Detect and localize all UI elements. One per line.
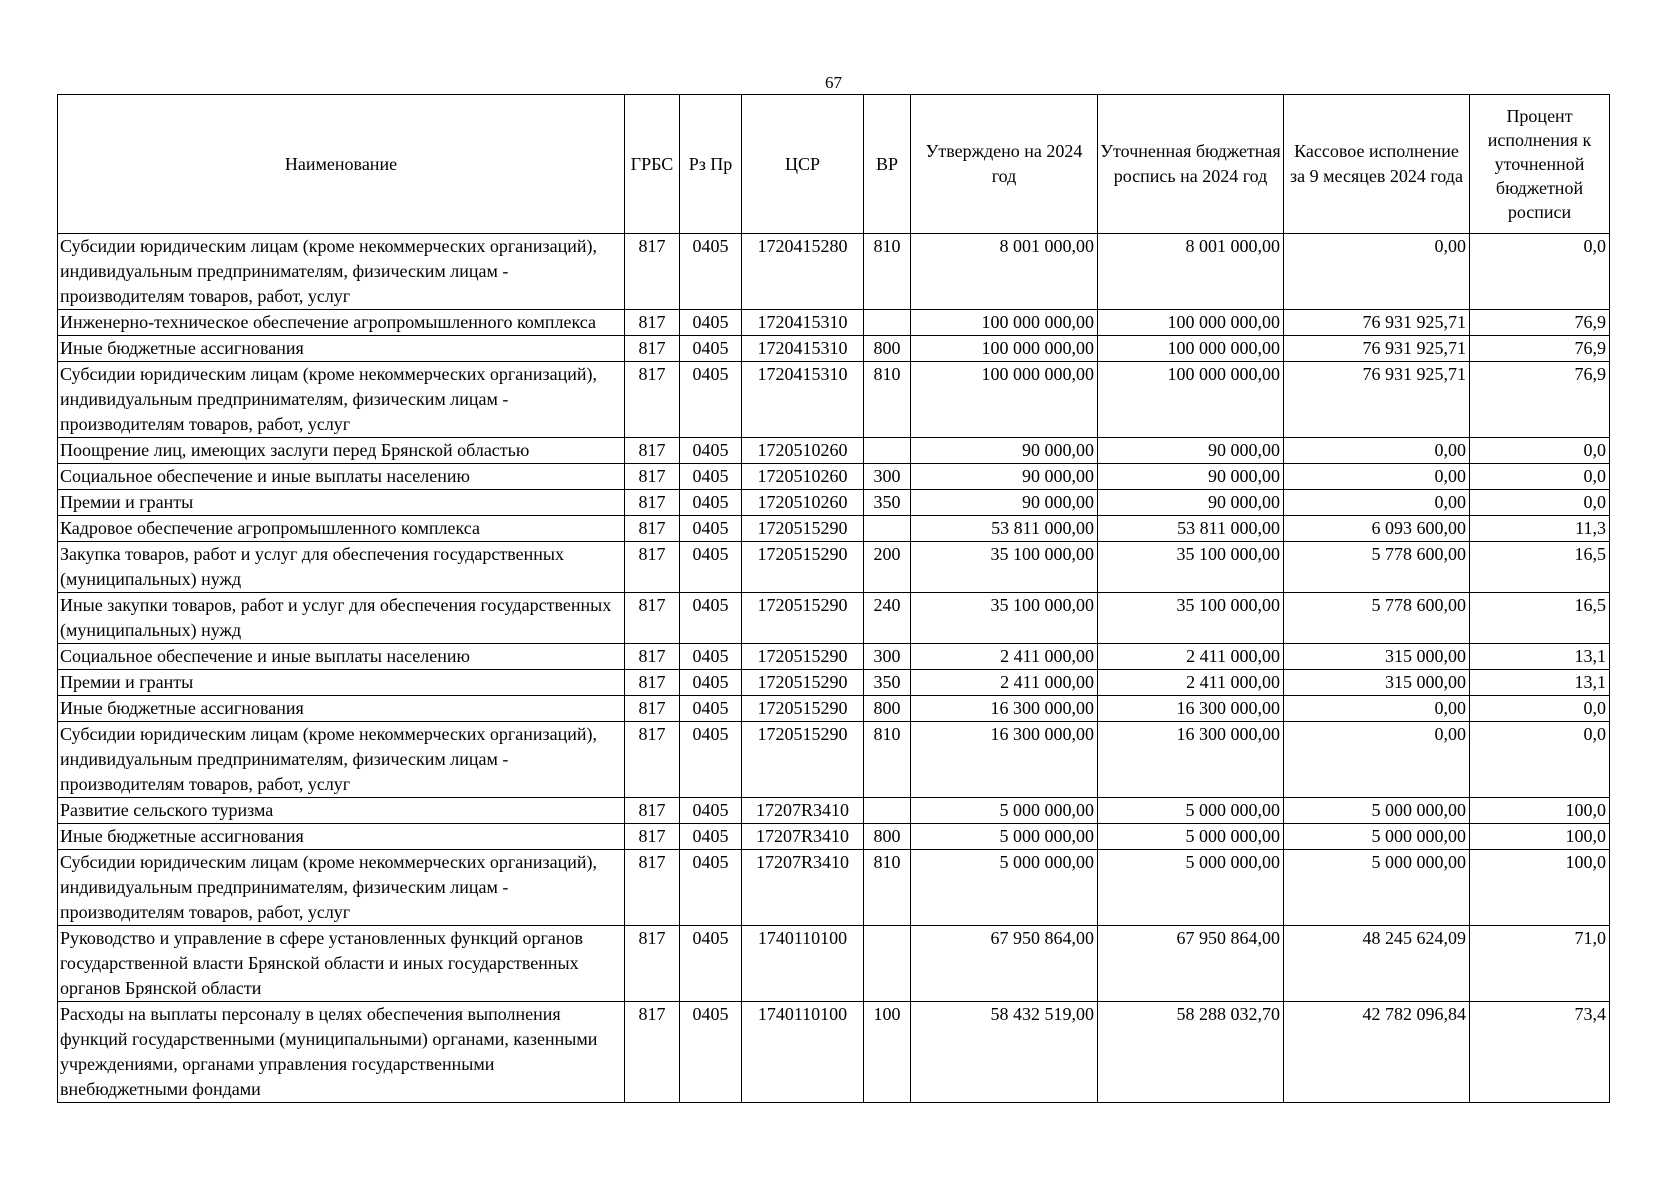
cell-vr: 800: [864, 696, 911, 722]
cell-rzpr: 0405: [680, 670, 742, 696]
table-row: [58, 670, 1610, 696]
cell-percent: 71,0: [1470, 926, 1610, 1002]
cell-cash: 48 245 624,09: [1284, 926, 1470, 1002]
cell-grbs: 817: [625, 438, 680, 464]
cell-vr: [864, 438, 911, 464]
cell-vr: 810: [864, 850, 911, 926]
cell-grbs: 817: [625, 490, 680, 516]
cell-vr: [864, 310, 911, 336]
cell-cash: 76 931 925,71: [1284, 362, 1470, 438]
cell-name: Иные бюджетные ассигнования: [58, 824, 625, 850]
cell-name: Инженерно-техническое обеспечение агропромышленного комплекса: [58, 310, 625, 336]
cell-refined: 67 950 864,00: [1098, 926, 1284, 1002]
table-row: [58, 1002, 1610, 1103]
header-csr: ЦСР: [742, 95, 864, 234]
cell-approved: 53 811 000,00: [911, 516, 1098, 542]
cell-cash: 5 778 600,00: [1284, 593, 1470, 644]
cell-approved: 16 300 000,00: [911, 722, 1098, 798]
table-row: [58, 336, 1610, 362]
cell-rzpr: 0405: [680, 1002, 742, 1103]
cell-csr: 1720515290: [742, 593, 864, 644]
cell-vr: 800: [864, 336, 911, 362]
cell-csr: 1720510260: [742, 438, 864, 464]
table-row: [58, 824, 1610, 850]
header-vr: ВР: [864, 95, 911, 234]
cell-approved: 16 300 000,00: [911, 696, 1098, 722]
cell-rzpr: 0405: [680, 798, 742, 824]
cell-refined: 2 411 000,00: [1098, 670, 1284, 696]
cell-percent: 11,3: [1470, 516, 1610, 542]
cell-name: Субсидии юридическим лицам (кроме некоммерческих организаций), индивидуальным предпринимателям, физическим лицам - производителям товаров, работ, услуг: [58, 850, 625, 926]
cell-rzpr: 0405: [680, 464, 742, 490]
cell-name: Иные закупки товаров, работ и услуг для обеспечения государственных (муниципальных) нужд: [58, 593, 625, 644]
cell-cash: 0,00: [1284, 696, 1470, 722]
table-row: [58, 644, 1610, 670]
cell-grbs: 817: [625, 824, 680, 850]
cell-refined: 100 000 000,00: [1098, 310, 1284, 336]
header-grbs: ГРБС: [625, 95, 680, 234]
cell-grbs: 817: [625, 234, 680, 310]
cell-vr: [864, 926, 911, 1002]
cell-grbs: 817: [625, 696, 680, 722]
cell-cash: 315 000,00: [1284, 644, 1470, 670]
header-approved: Утверждено на 2024 год: [911, 95, 1098, 234]
cell-refined: 16 300 000,00: [1098, 722, 1284, 798]
header-rzpr: Рз Пр: [680, 95, 742, 234]
cell-percent: 0,0: [1470, 438, 1610, 464]
cell-cash: 5 000 000,00: [1284, 824, 1470, 850]
cell-approved: 5 000 000,00: [911, 798, 1098, 824]
cell-rzpr: 0405: [680, 593, 742, 644]
cell-grbs: 817: [625, 722, 680, 798]
cell-grbs: 817: [625, 644, 680, 670]
header-percent: Процент исполнения к уточненной бюджетной росписи: [1470, 95, 1610, 234]
table-row: [58, 490, 1610, 516]
table-row: [58, 234, 1610, 310]
cell-csr: 1720510260: [742, 490, 864, 516]
cell-percent: 13,1: [1470, 670, 1610, 696]
cell-approved: 90 000,00: [911, 438, 1098, 464]
cell-csr: 1720510260: [742, 464, 864, 490]
cell-csr: 1720515290: [742, 670, 864, 696]
cell-grbs: 817: [625, 1002, 680, 1103]
cell-percent: 16,5: [1470, 542, 1610, 593]
table-body: [58, 234, 1610, 1103]
table-row: [58, 926, 1610, 1002]
cell-cash: 6 093 600,00: [1284, 516, 1470, 542]
cell-vr: 300: [864, 464, 911, 490]
cell-cash: 0,00: [1284, 234, 1470, 310]
cell-name: Развитие сельского туризма: [58, 798, 625, 824]
header-name: Наименование: [58, 95, 625, 234]
cell-name: Субсидии юридическим лицам (кроме некоммерческих организаций), индивидуальным предпринимателям, физическим лицам - производителям товаров, работ, услуг: [58, 234, 625, 310]
page-number: 67: [825, 73, 842, 92]
table-row: [58, 722, 1610, 798]
cell-grbs: 817: [625, 593, 680, 644]
cell-rzpr: 0405: [680, 490, 742, 516]
cell-name: Руководство и управление в сфере установленных функций органов государственной власти Брянской области и иных государственных органов Брянской области: [58, 926, 625, 1002]
cell-csr: 1720415280: [742, 234, 864, 310]
table-row: [58, 798, 1610, 824]
cell-vr: 240: [864, 593, 911, 644]
cell-cash: 5 000 000,00: [1284, 850, 1470, 926]
cell-name: Расходы на выплаты персоналу в целях обеспечения выполнения функций государственными (муниципальными) органами, казенными учреждениями, органами управления государственными внебюджетными фондами: [58, 1002, 625, 1103]
cell-approved: 100 000 000,00: [911, 310, 1098, 336]
cell-refined: 16 300 000,00: [1098, 696, 1284, 722]
cell-approved: 8 001 000,00: [911, 234, 1098, 310]
cell-name: Иные бюджетные ассигнования: [58, 696, 625, 722]
cell-cash: 315 000,00: [1284, 670, 1470, 696]
cell-refined: 58 288 032,70: [1098, 1002, 1284, 1103]
cell-vr: 810: [864, 234, 911, 310]
cell-refined: 90 000,00: [1098, 438, 1284, 464]
cell-percent: 100,0: [1470, 798, 1610, 824]
cell-csr: 1720515290: [742, 722, 864, 798]
cell-csr: 17207R3410: [742, 824, 864, 850]
cell-vr: 100: [864, 1002, 911, 1103]
cell-percent: 100,0: [1470, 824, 1610, 850]
cell-name: Премии и гранты: [58, 670, 625, 696]
cell-refined: 53 811 000,00: [1098, 516, 1284, 542]
cell-grbs: 817: [625, 336, 680, 362]
cell-cash: 76 931 925,71: [1284, 336, 1470, 362]
cell-refined: 5 000 000,00: [1098, 850, 1284, 926]
cell-percent: 73,4: [1470, 1002, 1610, 1103]
cell-vr: 350: [864, 670, 911, 696]
cell-csr: 1720515290: [742, 644, 864, 670]
cell-vr: 810: [864, 362, 911, 438]
cell-rzpr: 0405: [680, 516, 742, 542]
header-cash: Кассовое исполнение за 9 месяцев 2024 года: [1284, 95, 1470, 234]
table-row: [58, 310, 1610, 336]
cell-cash: 0,00: [1284, 722, 1470, 798]
cell-grbs: 817: [625, 798, 680, 824]
cell-percent: 76,9: [1470, 310, 1610, 336]
cell-refined: 2 411 000,00: [1098, 644, 1284, 670]
cell-rzpr: 0405: [680, 850, 742, 926]
cell-csr: 17207R3410: [742, 798, 864, 824]
cell-approved: 90 000,00: [911, 464, 1098, 490]
cell-percent: 0,0: [1470, 464, 1610, 490]
header-refined: Уточненная бюджетная роспись на 2024 год: [1098, 95, 1284, 234]
cell-rzpr: 0405: [680, 696, 742, 722]
table-row: [58, 438, 1610, 464]
cell-refined: 90 000,00: [1098, 464, 1284, 490]
cell-grbs: 817: [625, 926, 680, 1002]
cell-rzpr: 0405: [680, 722, 742, 798]
cell-cash: 5 778 600,00: [1284, 542, 1470, 593]
cell-vr: 350: [864, 490, 911, 516]
cell-name: Субсидии юридическим лицам (кроме некоммерческих организаций), индивидуальным предпринимателям, физическим лицам - производителям товаров, работ, услуг: [58, 362, 625, 438]
cell-rzpr: 0405: [680, 234, 742, 310]
cell-approved: 58 432 519,00: [911, 1002, 1098, 1103]
cell-approved: 67 950 864,00: [911, 926, 1098, 1002]
cell-grbs: 817: [625, 542, 680, 593]
cell-percent: 0,0: [1470, 696, 1610, 722]
cell-rzpr: 0405: [680, 362, 742, 438]
cell-name: Субсидии юридическим лицам (кроме некоммерческих организаций), индивидуальным предпринимателям, физическим лицам - производителям товаров, работ, услуг: [58, 722, 625, 798]
cell-percent: 16,5: [1470, 593, 1610, 644]
cell-approved: 100 000 000,00: [911, 362, 1098, 438]
cell-vr: 300: [864, 644, 911, 670]
cell-csr: 1720515290: [742, 696, 864, 722]
cell-approved: 35 100 000,00: [911, 593, 1098, 644]
cell-approved: 90 000,00: [911, 490, 1098, 516]
cell-name: Социальное обеспечение и иные выплаты населению: [58, 644, 625, 670]
cell-percent: 0,0: [1470, 234, 1610, 310]
cell-cash: 5 000 000,00: [1284, 798, 1470, 824]
cell-grbs: 817: [625, 850, 680, 926]
cell-grbs: 817: [625, 362, 680, 438]
cell-csr: 1740110100: [742, 926, 864, 1002]
table-row: [58, 464, 1610, 490]
table-row: [58, 850, 1610, 926]
table-header-row: [58, 95, 1610, 234]
cell-percent: 100,0: [1470, 850, 1610, 926]
cell-refined: 35 100 000,00: [1098, 593, 1284, 644]
cell-approved: 100 000 000,00: [911, 336, 1098, 362]
cell-name: Поощрение лиц, имеющих заслуги перед Брянской областью: [58, 438, 625, 464]
cell-cash: 42 782 096,84: [1284, 1002, 1470, 1103]
cell-vr: [864, 798, 911, 824]
cell-rzpr: 0405: [680, 824, 742, 850]
cell-csr: 1720415310: [742, 362, 864, 438]
cell-rzpr: 0405: [680, 336, 742, 362]
cell-rzpr: 0405: [680, 310, 742, 336]
cell-csr: 1720515290: [742, 542, 864, 593]
cell-csr: 1720415310: [742, 336, 864, 362]
cell-name: Иные бюджетные ассигнования: [58, 336, 625, 362]
cell-vr: [864, 516, 911, 542]
cell-refined: 8 001 000,00: [1098, 234, 1284, 310]
cell-rzpr: 0405: [680, 542, 742, 593]
cell-name: Закупка товаров, работ и услуг для обеспечения государственных (муниципальных) нужд: [58, 542, 625, 593]
cell-percent: 13,1: [1470, 644, 1610, 670]
cell-rzpr: 0405: [680, 926, 742, 1002]
cell-approved: 35 100 000,00: [911, 542, 1098, 593]
cell-grbs: 817: [625, 670, 680, 696]
cell-refined: 5 000 000,00: [1098, 824, 1284, 850]
table-row: [58, 542, 1610, 593]
cell-refined: 90 000,00: [1098, 490, 1284, 516]
cell-name: Социальное обеспечение и иные выплаты населению: [58, 464, 625, 490]
cell-name: Премии и гранты: [58, 490, 625, 516]
cell-grbs: 817: [625, 310, 680, 336]
cell-cash: 0,00: [1284, 438, 1470, 464]
table-row: [58, 362, 1610, 438]
cell-cash: 0,00: [1284, 464, 1470, 490]
cell-vr: 200: [864, 542, 911, 593]
cell-rzpr: 0405: [680, 438, 742, 464]
cell-approved: 2 411 000,00: [911, 670, 1098, 696]
cell-approved: 5 000 000,00: [911, 824, 1098, 850]
cell-approved: 2 411 000,00: [911, 644, 1098, 670]
cell-cash: 0,00: [1284, 490, 1470, 516]
cell-rzpr: 0405: [680, 644, 742, 670]
table-row: [58, 696, 1610, 722]
cell-percent: 0,0: [1470, 490, 1610, 516]
cell-csr: 1720415310: [742, 310, 864, 336]
cell-name: Кадровое обеспечение агропромышленного комплекса: [58, 516, 625, 542]
cell-grbs: 817: [625, 516, 680, 542]
cell-percent: 0,0: [1470, 722, 1610, 798]
cell-refined: 100 000 000,00: [1098, 362, 1284, 438]
cell-vr: 810: [864, 722, 911, 798]
cell-refined: 5 000 000,00: [1098, 798, 1284, 824]
cell-grbs: 817: [625, 464, 680, 490]
cell-cash: 76 931 925,71: [1284, 310, 1470, 336]
cell-csr: 1720515290: [742, 516, 864, 542]
budget-table: [57, 94, 1610, 1103]
cell-percent: 76,9: [1470, 362, 1610, 438]
table-row: [58, 516, 1610, 542]
cell-csr: 17207R3410: [742, 850, 864, 926]
cell-approved: 5 000 000,00: [911, 850, 1098, 926]
cell-csr: 1740110100: [742, 1002, 864, 1103]
cell-vr: 800: [864, 824, 911, 850]
cell-percent: 76,9: [1470, 336, 1610, 362]
cell-refined: 35 100 000,00: [1098, 542, 1284, 593]
table-row: [58, 593, 1610, 644]
cell-refined: 100 000 000,00: [1098, 336, 1284, 362]
